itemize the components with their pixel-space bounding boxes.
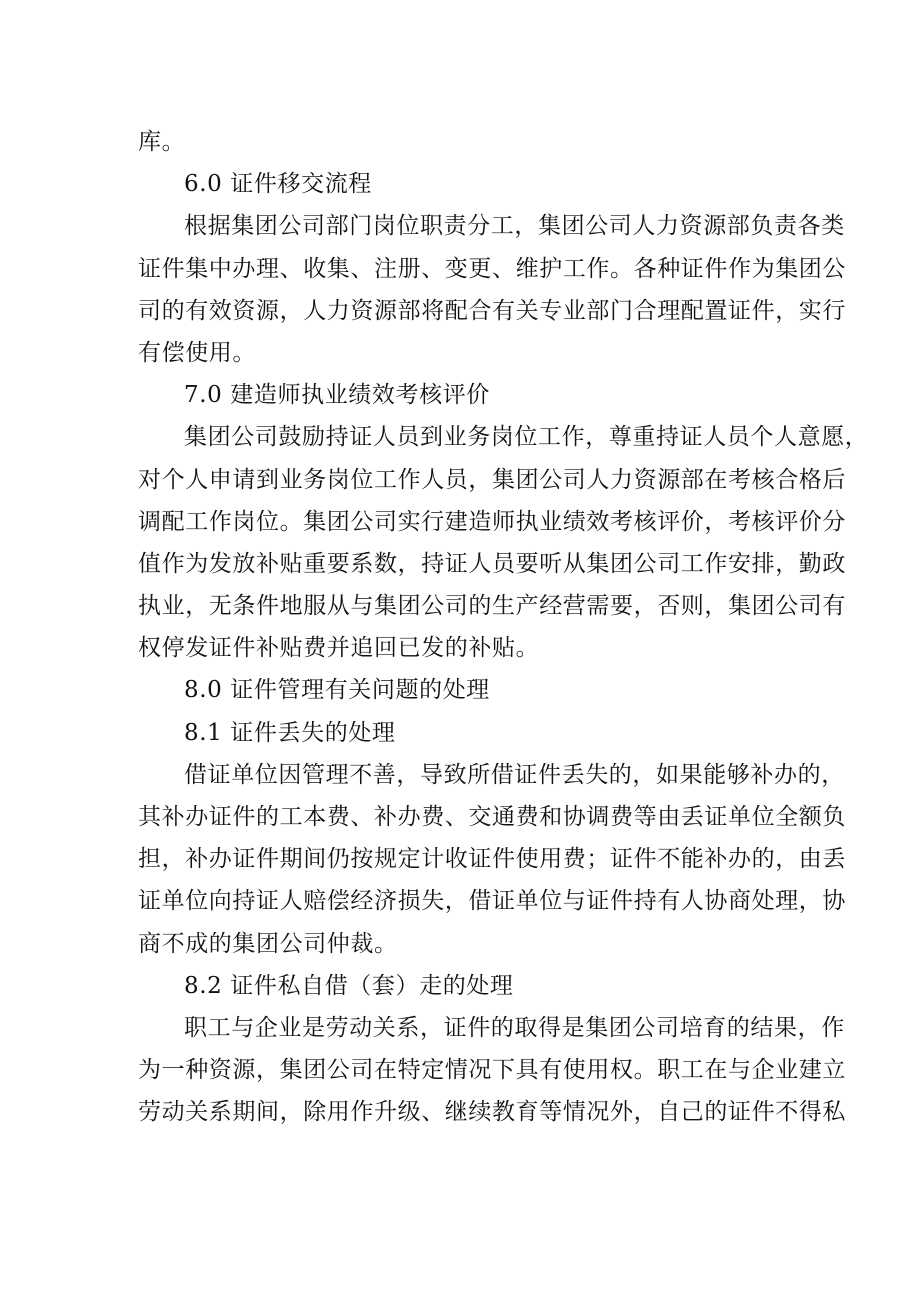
paragraph-line: 有偿使用。 — [138, 339, 256, 366]
paragraph-line: 劳动关系期间，除用作升级、继续教育等情况外，自己的证件不得私 — [138, 1099, 846, 1126]
section-heading-7-0: 7.0 建造师执业绩效考核评价 — [184, 382, 490, 409]
paragraph-line: 证件集中办理、收集、注册、变更、维护工作。各种证件作为集团公 — [138, 255, 846, 282]
document-body — [138, 121, 869, 1134]
paragraph-line: 权停发证件补贴费并追回已发的补贴。 — [138, 635, 540, 662]
section-heading-8-1: 8.1 证件丢失的处理 — [184, 719, 396, 746]
paragraph-line: 为一种资源，集团公司在特定情况下具有使用权。职工在与企业建立 — [138, 1057, 846, 1084]
section-heading-8-0: 8.0 证件管理有关问题的处理 — [184, 677, 490, 704]
paragraph-line: 集团公司鼓励持证人员到业务岗位工作，尊重持证人员个人意愿， — [184, 424, 869, 451]
paragraph-line: 调配工作岗位。集团公司实行建造师执业绩效考核评价，考核评价分 — [138, 508, 846, 535]
paragraph-line: 担，补办证件期间仍按规定计收证件使用费；证件不能补办的，由丢 — [138, 846, 846, 873]
section-heading-6-0: 6.0 证件移交流程 — [184, 171, 372, 198]
paragraph-line: 执业，无条件地服从与集团公司的生产经营需要，否则，集团公司有 — [138, 593, 846, 620]
paragraph-line: 其补办证件的工本费、补办费、交通费和协调费等由丢证单位全额负 — [138, 804, 846, 830]
paragraph-line: 商不成的集团公司仲裁。 — [138, 930, 398, 957]
paragraph-line: 证单位向持证人赔偿经济损失，借证单位与证件持有人协商处理，协 — [138, 888, 846, 915]
section-heading-8-2: 8.2 证件私自借（套）走的处理 — [184, 972, 514, 999]
paragraph-line: 司的有效资源，人力资源部将配合有关专业部门合理配置证件，实行 — [138, 297, 846, 324]
paragraph-line: 职工与企业是劳动关系，证件的取得是集团公司培育的结果，作 — [184, 1014, 845, 1041]
paragraph-line: 对个人申请到业务岗位工作人员，集团公司人力资源部在考核合格后 — [138, 466, 846, 493]
paragraph-line: 库。 — [138, 129, 186, 155]
paragraph-line: 根据集团公司部门岗位职责分工，集团公司人力资源部负责各类 — [184, 213, 845, 240]
paragraph-line: 借证单位因管理不善，导致所借证件丢失的，如果能够补办的， — [184, 761, 845, 788]
paragraph-line: 值作为发放补贴重要系数，持证人员要听从集团公司工作安排，勤政 — [138, 550, 846, 577]
